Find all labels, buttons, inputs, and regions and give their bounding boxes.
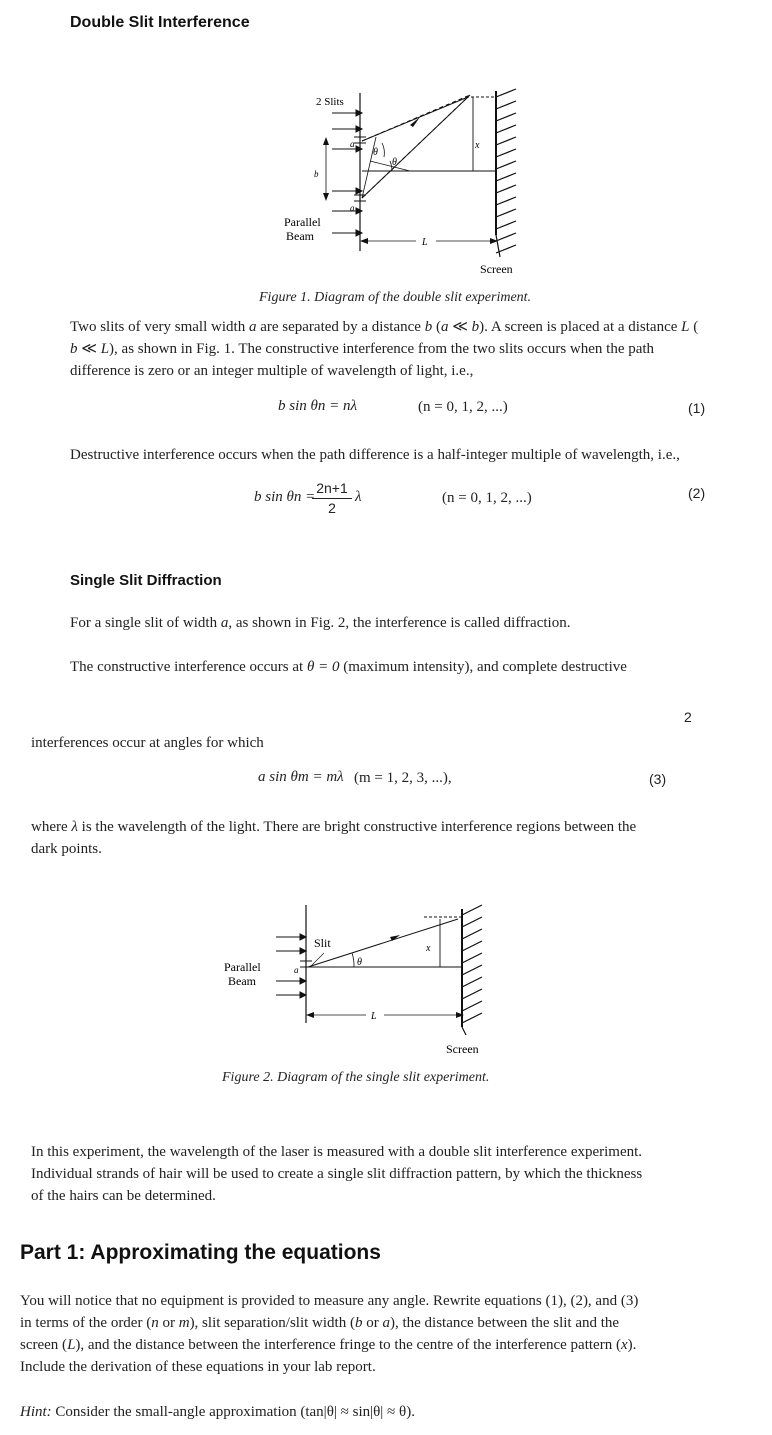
fig1-label-parallel: Parallel [284, 215, 321, 229]
equation-2-lhs: b sin θn = [254, 489, 316, 505]
section1-paragraph-2: Destructive interference occurs when the path difference is a half-integer multiple of wavelength, i.e., [70, 447, 680, 463]
section1-paragraph-1-line-2: b ≪ L), as shown in Fig. 1. The constructive interference from the two slits occurs when the path [70, 341, 655, 357]
fig2-label-beam: Beam [228, 974, 256, 988]
fig1-label-a-top: a [350, 139, 355, 149]
fig1-label-screen: Screen [480, 262, 513, 276]
fig1-label-x: x [475, 140, 480, 151]
fig2-label-a: a [294, 965, 299, 975]
fig2-screen-hatch [462, 905, 482, 1023]
section2-paragraph-1: For a single slit of width a, as shown in Fig. 2, the interference is called diffraction. [70, 615, 571, 631]
section2-paragraph-2: The constructive interference occurs at θ = 0 (maximum intensity), and complete destructive [70, 659, 627, 675]
figure-1-caption: Figure 1. Diagram of the double slit experiment. [259, 290, 532, 305]
fig1-label-beam: Beam [286, 229, 314, 243]
equation-3-condition: (m = 1, 2, 3, ...), [354, 770, 452, 786]
section-title-double-slit: Double Slit Interference [70, 14, 250, 31]
equation-2-fraction-numerator: 2n+1 [316, 480, 348, 496]
equation-2-fraction-denominator: 2 [328, 500, 336, 516]
part-1-paragraph: You will notice that no equipment is provided to measure any angle. Rewrite equations (1), (2), and (3) in terms of the order (n or m), slit separation/slit width (b or a), the distance between the slit and the screen (L), and the distance between the interference fringe to the centre of the interference pattern (x). Include the derivation of these equations in your lab report. [20, 1293, 639, 1375]
fig1-label-theta-1: θ [373, 147, 378, 158]
figure-2-caption: Figure 2. Diagram of the single slit experiment. [222, 1070, 490, 1085]
figure-2-single-slit-diagram [218, 895, 508, 1065]
section1-paragraph-1-line-3: difference is zero or an integer multiple of wavelength of light, i.e., [70, 363, 474, 379]
section1-paragraph-1-line-1: Two slits of very small width a are separated by a distance b (a ≪ b). A screen is placed at a distance L ( [70, 319, 699, 335]
fig2-label-theta: θ [357, 957, 362, 968]
fig2-beam-arrows [276, 934, 306, 998]
equation-2-condition: (n = 0, 1, 2, ...) [442, 490, 532, 506]
equation-3: a sin θm = mλ [258, 769, 344, 785]
fig2-label-L: L [371, 1011, 377, 1022]
fig1-label-theta-2: θ [392, 157, 397, 168]
fig1-label-slits: 2 Slits [316, 96, 344, 108]
equation-2-number: (2) [688, 485, 706, 501]
part-1-hint: Hint: Consider the small-angle approximation (tan|θ| ≈ sin|θ| ≈ θ). [20, 1404, 415, 1420]
equation-1: b sin θn = nλ [278, 398, 357, 414]
part-1-title: Part 1: Approximating the equations [20, 1241, 381, 1264]
fig1-label-a-bottom: a [350, 203, 355, 213]
fig1-label-L: L [422, 237, 428, 248]
fig2-label-slit: Slit [314, 936, 331, 950]
fig1-screen-hatch [496, 89, 516, 253]
fig1-label-b: b [314, 169, 319, 179]
fig1-beam-arrows [332, 110, 362, 236]
fig2-label-screen: Screen [446, 1042, 479, 1056]
section2-paragraph-5: In this experiment, the wavelength of the laser is measured with a double slit interference experiment. Individual strands of hair will be used to create a single slit diffraction pattern, by which the thickness of the hairs can be determined. [31, 1144, 643, 1204]
fig2-label-parallel: Parallel [224, 960, 261, 974]
section1-paragraph-1 [70, 316, 750, 382]
page-number: 2 [684, 709, 692, 725]
equation-1-number: (1) [688, 400, 706, 416]
equation-2-lambda: λ [355, 489, 362, 505]
figure-1-double-slit-diagram [270, 85, 530, 280]
fig2-label-x: x [426, 943, 431, 954]
section2-paragraph-3: interferences occur at angles for which [31, 735, 264, 751]
section2-paragraph-4: where λ is the wavelength of the light. There are bright constructive interference regions between the dark points. [31, 819, 637, 857]
equation-2-fraction-bar [312, 498, 352, 499]
section-title-single-slit: Single Slit Diffraction [70, 572, 222, 589]
equation-3-number: (3) [649, 771, 667, 787]
equation-1-condition: (n = 0, 1, 2, ...) [418, 399, 508, 415]
